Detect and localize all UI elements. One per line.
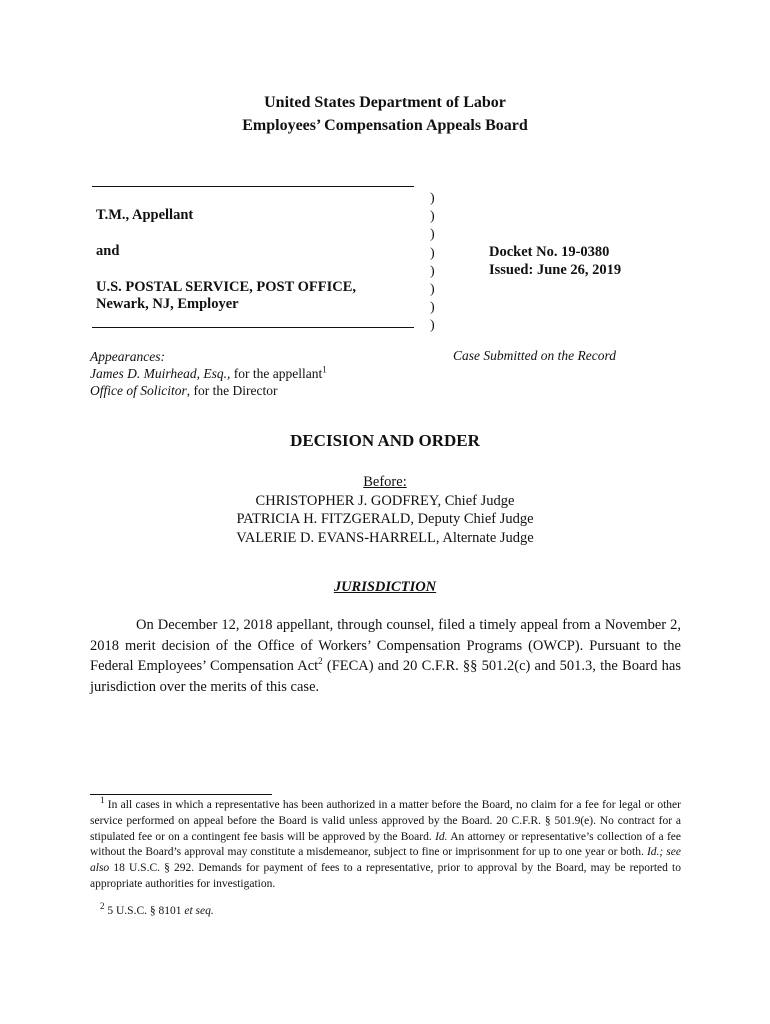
footnote-ref-1[interactable]: 1 xyxy=(322,364,327,375)
appellant-counsel-role: for the appellant xyxy=(230,366,323,381)
before-label: Before: xyxy=(363,474,407,490)
appearances-heading: Appearances: xyxy=(90,349,165,364)
footnote-2 xyxy=(90,901,681,920)
judge-chief: CHRISTOPHER J. GODFREY, Chief Judge xyxy=(255,492,515,509)
board-name: Employees’ Compensation Appeals Board xyxy=(242,117,528,134)
judges-panel xyxy=(0,473,770,547)
footnote-2-mark: 2 xyxy=(100,901,105,912)
footnote-2-text: 5 U.S.C. § 8101 xyxy=(104,905,185,917)
footnote-1 xyxy=(90,795,681,893)
footnote-1-id-2: Id.; see also xyxy=(90,846,681,875)
director-counsel-name: Office of Solicitor xyxy=(90,383,187,398)
footnote-1-text-a: In all cases in which a representative has been authorized in a matter before the Board, no claim for a fee for legal or other service performed on appeal before the Board is valid unless approved by the Board. 20 C.F.R. § 501.9(e). No contract for a stipulated fee or on a contingent fee basis will be approved by the Board. xyxy=(90,799,681,843)
footnote-1-text-c: 18 U.S.C. § 292. Demands for payment of fees to a representative, prior to approval by the Board, may be reported to appropriate authorities for investigation. xyxy=(90,862,681,890)
employer-line-1: U.S. POSTAL SERVICE, POST OFFICE, xyxy=(96,279,357,295)
footnote-rule xyxy=(90,794,272,795)
caption-parentheses: ) ) ) ) ) ) ) ) xyxy=(430,191,435,334)
agency-name: United States Department of Labor xyxy=(264,94,506,111)
appellant-counsel-name: James D. Muirhead, Esq., xyxy=(90,366,231,381)
appearance-director xyxy=(90,382,327,399)
jurisdiction-text-1: On December 12, 2018 appellant, through counsel, filed a timely appeal from a November 2, 2018 merit decision of the Office of Workers’ Compensation Programs (OWCP). Pursuant to the Federal Employees’ Compensation Act xyxy=(90,617,681,675)
caption-and: and xyxy=(96,243,120,259)
jurisdiction-heading: JURISDICTION xyxy=(333,579,437,595)
footnote-1-text-b: An attorney or representative’s collection of a fee without the Board’s approval may constitute a misdemeanor, subject to fine or imprisonment for up to one year or both. xyxy=(90,830,681,859)
docket-number: Docket No. 19-0380 xyxy=(489,244,610,260)
footnote-1-id-1: Id. xyxy=(435,830,448,843)
judge-deputy-chief: PATRICIA H. FITZGERALD, Deputy Chief Judge xyxy=(236,511,534,527)
caption-top-rule xyxy=(92,186,414,187)
decision-title: DECISION AND ORDER xyxy=(290,431,480,450)
director-counsel-role: , for the Director xyxy=(186,383,278,398)
judge-alternate: VALERIE D. EVANS-HARRELL, Alternate Judge xyxy=(236,529,534,546)
appearances-block xyxy=(90,348,327,399)
footnote-1-mark: 1 xyxy=(100,795,105,806)
footnote-ref-2[interactable]: 2 xyxy=(318,656,323,667)
footnote-2-etseq: et seq. xyxy=(184,905,214,917)
issued-date: Issued: June 26, 2019 xyxy=(489,262,622,278)
jurisdiction-paragraph xyxy=(90,615,681,697)
employer-line-2: Newark, NJ, Employer xyxy=(96,296,239,312)
case-submitted: Case Submitted on the Record xyxy=(453,348,616,363)
appearance-appellant xyxy=(90,365,327,382)
appellant-name: T.M., Appellant xyxy=(96,207,194,223)
caption-bottom-rule xyxy=(92,327,414,328)
jurisdiction-text-2: (FECA) and 20 C.F.R. §§ 501.2(c) and 501.3, the Board has jurisdiction over the merits of this case. xyxy=(90,658,681,695)
